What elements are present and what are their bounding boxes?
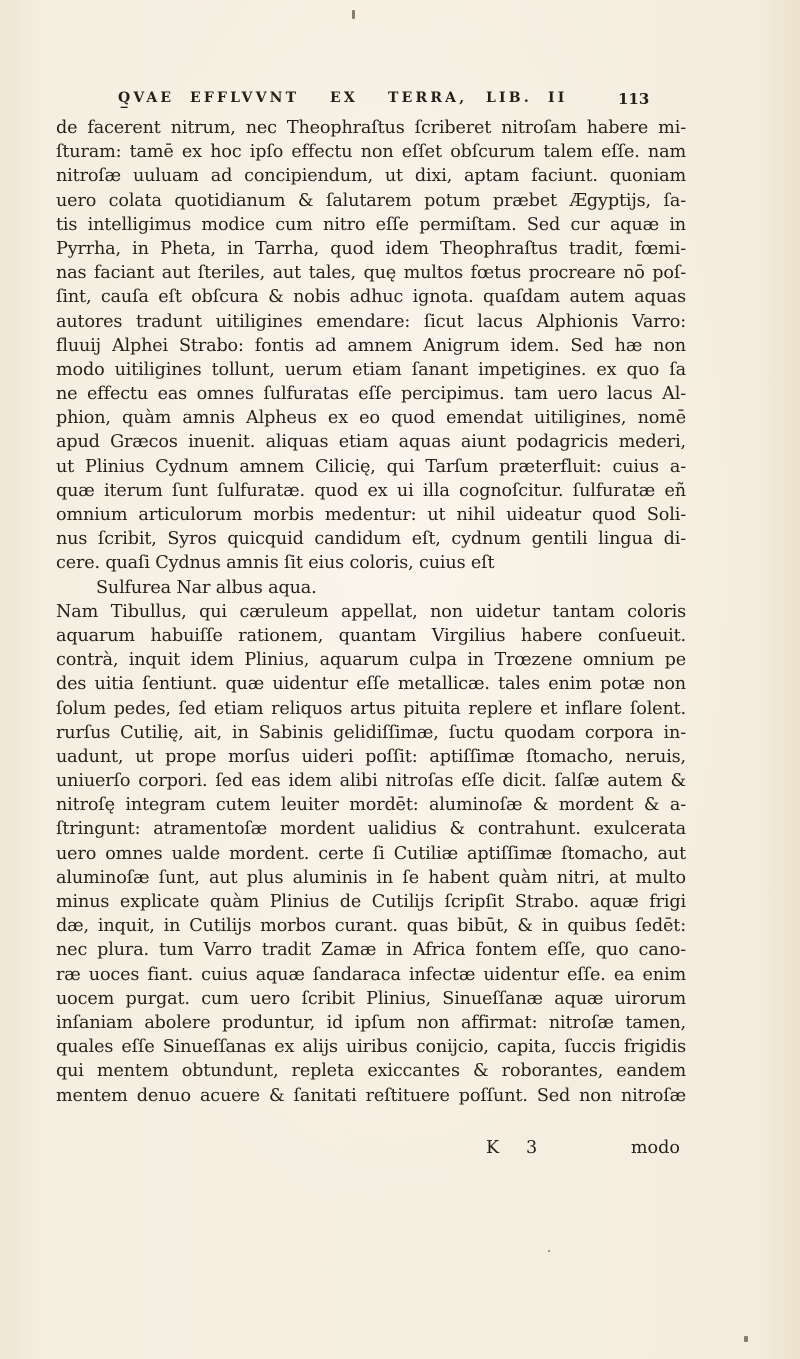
signature-mark-letter: K: [486, 1138, 500, 1158]
text-line: nus ſcribit, Syros quicquid candidum eſt, cydnum gentili lingua di‑: [56, 529, 686, 550]
text-line: modo uitiligines tollunt, uerum etiam ſanant impetigines. ex quo ſa: [56, 359, 686, 380]
text-line: inſaniam abolere produntur, id ipſum non affirmat: nitroſæ tamen,: [56, 1012, 686, 1033]
text-line: de facerent nitrum, nec Theophraſtus ſcriberet nitroſam habere mi‑: [56, 118, 686, 138]
text-line: uero colata quotidianum & ſalutarem potum præbet Ægyptijs, ſa‑: [56, 190, 686, 211]
text-line: rurſus Cutilię, ait, in Sabinis gelidiſſimæ, ſuctu quodam corpora in‑: [56, 722, 686, 743]
text-line: omnium articulorum morbis medentur: ut nihil uideatur quod Soli‑: [56, 505, 686, 525]
text-line: minus explicate quàm Plinius de Cutilijs ſcripſit Strabo. aquæ frigi: [56, 892, 686, 912]
text-line: ſtringunt: atramentoſæ mordent ualidius & contrahunt. exulcerata: [56, 819, 686, 840]
text-line: quæ iterum ſunt ſulfuratæ. quod ex ui illa cognoſcitur. ſulfuratæ eñ: [56, 480, 686, 501]
text-line: uniuerſo corpori. ſed eas idem alibi nitroſas eſſe dicit. ſalſæ autem &: [56, 771, 686, 792]
running-head: [118, 90, 658, 110]
body-text: [56, 116, 686, 1108]
text-line: nitroſæ uuluam ad concipiendum, ut dixi, aptam faciunt. quoniam: [56, 166, 686, 187]
text-line: fluuij Alphei Strabo: fontis ad amnem Anigrum idem. Sed hæ non: [56, 335, 686, 356]
catchword: modo: [630, 1138, 680, 1158]
text-line: aluminoſæ ſunt, aut plus aluminis in ſe habent quàm nitri, at multo: [56, 867, 686, 888]
verse-line: Sulfurea Nar albus aqua.: [96, 577, 317, 598]
signature-mark-number: 3: [526, 1138, 538, 1158]
text-line: nitroſę integram cutem leuiter mordēt: aluminoſæ & mordent & a‑: [56, 795, 686, 816]
catchline: [486, 1138, 686, 1162]
text-line: nec plura. tum Varro tradit Zamæ in Africa fontem eſſe, quo cano‑: [56, 940, 686, 961]
text-line: ne effectu eas omnes ſulfuratas eſſe percipimus. tam uero lacus Al‑: [56, 384, 686, 405]
running-head-word: II: [548, 90, 568, 106]
text-line: cere. quaſi Cydnus amnis ſit eius coloris, cuius eſt: [56, 553, 495, 574]
text-line: autores tradunt uitiligines emendare: ſicut lacus Alphionis Varro:: [56, 311, 686, 332]
text-line: mentem denuo acuere & ſanitati reſtituere poſſunt. Sed non nitroſæ: [56, 1085, 686, 1106]
text-line: dæ, inquit, in Cutilijs morbos curant. quas bibūt, & in quibus ſedēt:: [56, 916, 686, 937]
text-line: tis intelligimus modice cum nitro eſſe permiſtam. Sed cur aquæ in: [56, 214, 686, 235]
text-line: uero omnes ualde mordent. certe ſi Cutiliæ aptiſſimæ ſtomacho, aut: [56, 843, 686, 864]
text-line: phion, quàm amnis Alpheus ex eo quod emendat uitiligines, nomē: [56, 408, 686, 429]
text-line: ſturam: tamē ex hoc ipſo effectu non eſſet obſcurum talem eſſe. nam: [56, 142, 686, 163]
paper-speck: [548, 1250, 550, 1252]
text-line: qui mentem obtundunt, repleta exiccantes & roborantes, eandem: [56, 1061, 686, 1082]
text-line: uadunt, ut prope morſus uideri poſſit: aptiſſimæ ſtomacho, neruis,: [56, 746, 686, 767]
folio-number: 113: [618, 90, 650, 108]
paper-speck: [352, 10, 355, 19]
running-head-word: TERRA,: [388, 90, 468, 106]
text-line: quales eſſe Sinueſſanas ex alijs uiribus conijcio, capita, ſuccis frigidis: [56, 1037, 686, 1058]
text-line: apud Græcos inuenit. aliquas etiam aquas aiunt podagricis mederi,: [56, 432, 686, 453]
running-head-word: EX: [330, 90, 358, 106]
text-line: Nam Tibullus, qui cæruleum appellat, non uidetur tantam coloris: [56, 601, 686, 622]
text-line: ſint, cauſa eſt obſcura & nobis adhuc ignota. quaſdam autem aquas: [56, 287, 686, 308]
text-line: aquarum habuiſſe rationem, quantam Virgilius habere conſueuit.: [56, 625, 686, 646]
text-line: ſolum pedes, ſed etiam reliquos artus pituita replere et inflare ſolent.: [56, 698, 686, 719]
text-line: des uitia ſentiunt. quæ uidentur eſſe metallicæ. tales enim potæ non: [56, 674, 686, 695]
text-line: uocem purgat. cum uero ſcribit Plinius, Sinueſſanæ aquæ uirorum: [56, 988, 686, 1009]
running-head-word: EFFLVVNT: [190, 90, 300, 106]
text-line: ræ uoces fiant. cuius aquæ ſandaraca infectæ uidentur eſſe. ea enim: [56, 964, 686, 985]
paper-speck: [744, 1336, 748, 1342]
running-head-word: Q̲VAE: [118, 90, 175, 106]
text-line: Pyrrha, in Pheta, in Tarrha, quod idem Theophraſtus tradit, fœmi‑: [56, 238, 686, 259]
text-line: nas faciant aut ſteriles, aut tales, quę multos fœtus procreare nō poſ‑: [56, 263, 686, 284]
text-line: contrà, inquit idem Plinius, aquarum culpa in Trœzene omnium pe: [56, 650, 686, 671]
text-line: ut Plinius Cydnum amnem Cilicię, qui Tarſum præterfluit: cuius a‑: [56, 456, 686, 477]
running-head-word: LIB.: [486, 90, 532, 106]
